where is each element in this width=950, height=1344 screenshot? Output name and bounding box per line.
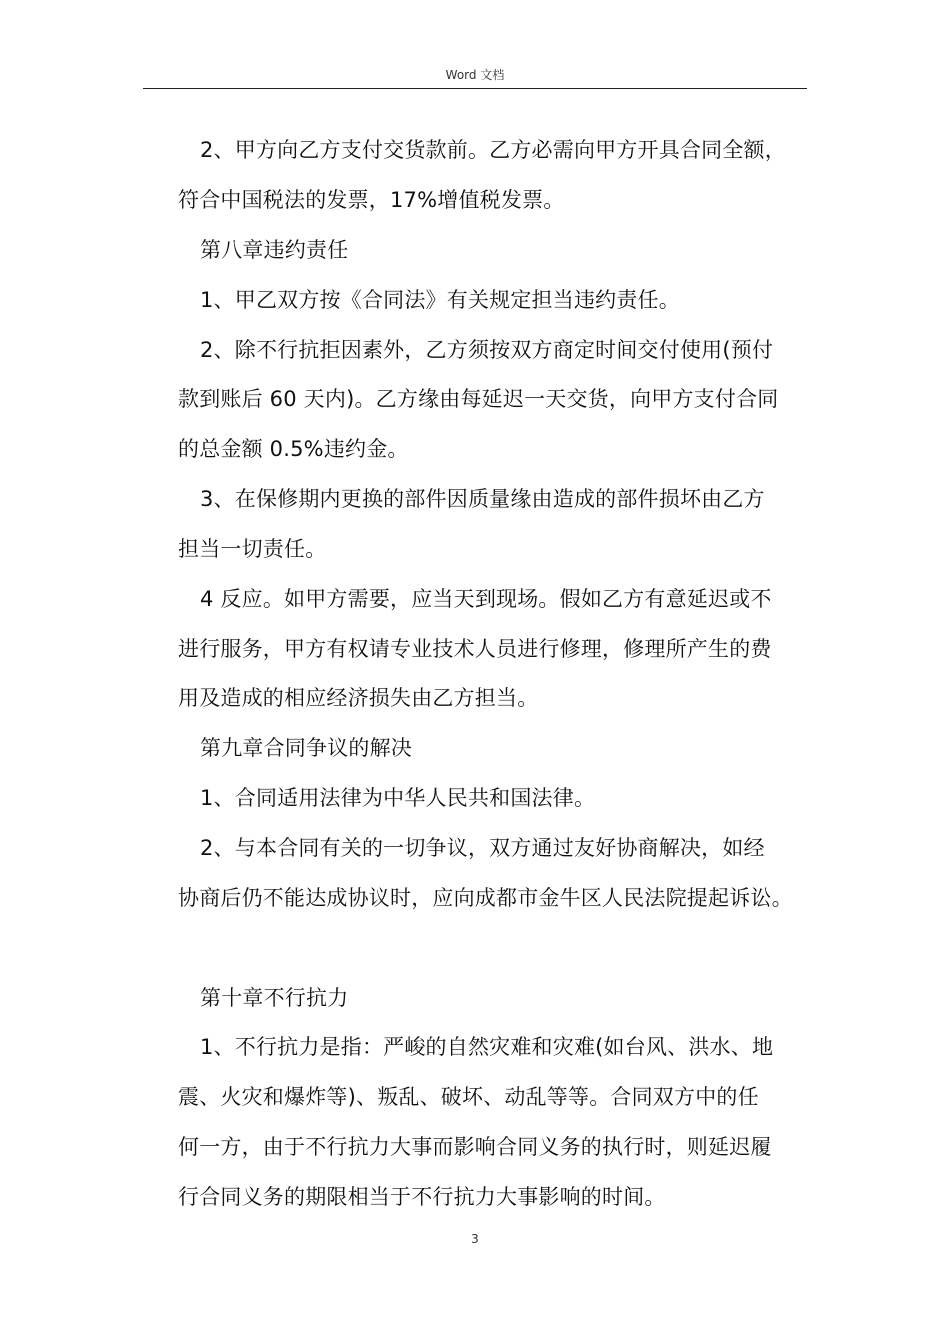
paragraph-line: 担当一切责任。 xyxy=(178,537,327,561)
paragraph-line: 1、甲乙双方按《合同法》有关规定担当违约责任。 xyxy=(200,288,680,312)
paragraph-line: 用及造成的相应经济损失由乙方担当。 xyxy=(178,686,539,710)
paragraph-line: 何一方，由于不行抗力大事而影响合同义务的执行时，则延迟履 xyxy=(178,1135,772,1159)
chapter-heading: 第十章不行抗力 xyxy=(200,986,349,1010)
paragraph-line: 款到账后 60 天内)。乙方缘由每延迟一天交货，向甲方支付合同 xyxy=(178,387,779,411)
paragraph-line: 1、合同适用法律为中华人民共和国法律。 xyxy=(200,786,596,810)
header-divider xyxy=(143,88,807,89)
paragraph-line: 3、在保修期内更换的部件因质量缘由造成的部件损坏由乙方 xyxy=(200,487,765,511)
paragraph-line: 2、与本合同有关的一切争议，双方通过友好协商解决，如经 xyxy=(200,836,765,860)
paragraph-line: 震、火灾和爆炸等)、叛乱、破坏、动乱等等。合同双方中的任 xyxy=(178,1085,759,1109)
paragraph-line: 行合同义务的期限相当于不行抗力大事影响的时间。 xyxy=(178,1185,666,1209)
paragraph-line: 进行服务，甲方有权请专业技术人员进行修理，修理所产生的费 xyxy=(178,637,772,661)
paragraph-line: 协商后仍不能达成协议时，应向成都市金牛区人民法院提起诉讼。 xyxy=(178,886,793,910)
paragraph-line: 符合中国税法的发票，17%增值税发票。 xyxy=(178,188,565,212)
page-header: Word 文档 xyxy=(445,68,505,82)
page-number: 3 xyxy=(471,1232,479,1246)
paragraph-line: 1、不行抗力是指：严峻的自然灾难和灾难(如台风、洪水、地 xyxy=(200,1035,774,1059)
chapter-heading: 第九章合同争议的解决 xyxy=(200,736,412,760)
paragraph-line: 的总金额 0.5%违约金。 xyxy=(178,437,409,461)
chapter-heading: 第八章违约责任 xyxy=(200,238,349,262)
paragraph-line: 4 反应。如甲方需要，应当天到现场。假如乙方有意延迟或不 xyxy=(200,587,772,611)
paragraph-line: 2、甲方向乙方支付交货款前。乙方必需向甲方开具合同全额， xyxy=(200,138,786,162)
paragraph-line: 2、除不行抗拒因素外，乙方须按双方商定时间交付使用(预付 xyxy=(200,338,774,362)
